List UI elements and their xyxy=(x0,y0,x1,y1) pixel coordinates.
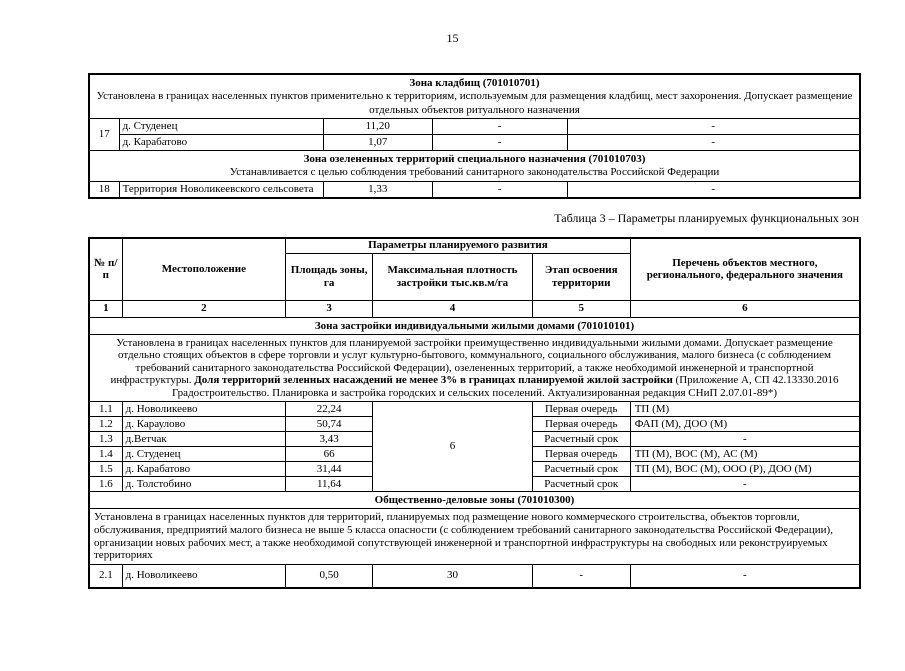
cell-stage: - xyxy=(532,564,630,588)
cell-stage: Первая очередь xyxy=(532,417,630,432)
business-zone-title: Общественно-деловые зоны (701010300) xyxy=(89,492,860,509)
cell-location: д. Новоликеево xyxy=(122,402,285,417)
table3-caption: Таблица 3 – Параметры планируемых функциональных зон xyxy=(554,210,859,225)
cell-objects: - xyxy=(567,135,860,151)
description-bold-text: Доля территорий зеленных насаждений не менее 3% в границах планируемой жилой застройки xyxy=(194,374,673,387)
cell-location: д. Карабатово xyxy=(122,462,285,477)
cell-objects: - xyxy=(567,181,860,198)
cell-area: 0,50 xyxy=(286,564,373,588)
cell-objects: - xyxy=(630,432,860,447)
cell-objects: ТП (М), ВОС (М), ООО (Р), ДОО (М) xyxy=(630,462,860,477)
cell-row-number: 18 xyxy=(89,181,119,198)
cell-location: д.Ветчак xyxy=(122,432,285,447)
cell-density: - xyxy=(432,181,567,198)
cell-location: д. Карабатово xyxy=(119,135,323,151)
cell-area: 11,64 xyxy=(286,477,373,492)
cell-stage: Первая очередь xyxy=(532,447,630,462)
cell-area: 31,44 xyxy=(286,462,373,477)
header-params-group: Параметры планируемого развития xyxy=(286,238,631,254)
page-content xyxy=(88,73,861,589)
cell-row-number: 1.2 xyxy=(89,417,122,432)
cell-area: 3,43 xyxy=(286,432,373,447)
individual-zone-description-row xyxy=(89,334,860,402)
cell-location: д. Новоликеево xyxy=(122,564,285,588)
green-section-description: Устанавливается с целью соблюдения требований санитарного законодательства Российской Федерации xyxy=(229,166,720,178)
cell-density: 30 xyxy=(373,564,533,588)
individual-zone-title-row xyxy=(89,317,860,334)
cell-area: 22,24 xyxy=(286,402,373,417)
cell-row-number: 1.6 xyxy=(89,477,122,492)
cemetery-section-title: Зона кладбищ (701010701) xyxy=(409,77,540,89)
cell-stage: Расчетный срок xyxy=(532,477,630,492)
table3 xyxy=(88,237,861,589)
header-objects: Перечень объектов местного, регионального, федерального значения xyxy=(630,238,860,301)
cell-area: 1,07 xyxy=(323,135,432,151)
header-area: Площадь зоны, га xyxy=(286,253,373,300)
page-number: 15 xyxy=(446,31,459,45)
green-section-title: Зона озелененных территорий специального назначения (701010703) xyxy=(303,153,646,165)
individual-zone-description xyxy=(89,334,860,402)
cell-row-number: 17 xyxy=(89,119,119,151)
cell-area: 66 xyxy=(286,447,373,462)
cell-location: д. Студенец xyxy=(122,447,285,462)
header-num: № п/п xyxy=(89,238,122,301)
cell-density: - xyxy=(432,135,567,151)
col-number: 4 xyxy=(373,300,533,317)
cell-row-number: 1.5 xyxy=(89,462,122,477)
cell-area: 11,20 xyxy=(323,119,432,135)
cemetery-section-description: Установлена в границах населенных пунктов применительно к территориям, используемым для размещения кладбищ, мест захоронения. Допускает размещение отдельных объектов ритуального назначения xyxy=(96,90,853,116)
cell-density: - xyxy=(432,119,567,135)
cell-area: 50,74 xyxy=(286,417,373,432)
cell-row-number: 1.1 xyxy=(89,402,122,417)
table-row xyxy=(89,119,860,135)
cell-location: Территория Новоликеевского сельсовета xyxy=(119,181,323,198)
cell-objects: - xyxy=(567,119,860,135)
cemetery-section-cell xyxy=(89,74,860,119)
header-stage: Этап освоения территории xyxy=(532,253,630,300)
cell-stage: Расчетный срок xyxy=(532,462,630,477)
cell-stage: Расчетный срок xyxy=(532,432,630,447)
zones-table xyxy=(88,73,861,199)
header-density: Максимальная плотность застройки тыс.кв.м/га xyxy=(373,253,533,300)
col-number: 6 xyxy=(630,300,860,317)
green-section-header-row xyxy=(89,151,860,182)
cell-row-number: 2.1 xyxy=(89,564,122,588)
cell-density-merged: 6 xyxy=(373,402,533,492)
table-row xyxy=(89,564,860,588)
col-number: 3 xyxy=(286,300,373,317)
col-number: 1 xyxy=(89,300,122,317)
green-section-cell xyxy=(89,151,860,182)
col-number: 5 xyxy=(532,300,630,317)
cell-objects: - xyxy=(630,564,860,588)
cell-objects: ТП (М) xyxy=(630,402,860,417)
individual-zone-title: Зона застройки индивидуальными жилыми домами (701010101) xyxy=(89,317,860,334)
business-zone-description-row xyxy=(89,509,860,564)
cell-area: 1,33 xyxy=(323,181,432,198)
cell-location: д. Караулово xyxy=(122,417,285,432)
business-zone-title-row xyxy=(89,492,860,509)
cell-stage: Первая очередь xyxy=(532,402,630,417)
header-location: Местоположение xyxy=(122,238,285,301)
cell-objects: ТП (М), ВОС (М), АС (М) xyxy=(630,447,860,462)
table-row xyxy=(89,135,860,151)
business-zone-description: Установлена в границах населенных пунктов для территорий, планируемых под размещение нового коммерческого строительства, объектов торговли, обслуживания, предприятий малого бизнеса не выше 5 класса опасности (с соблюдением требований санитарного законодательства Российской Федерации), организации новых рабочих мест, а также необходимой сопутствующей инженерной и транспортной инфраструктуры на свободных или реконструируемых территориях xyxy=(89,509,860,564)
cell-objects: ФАП (М), ДОО (М) xyxy=(630,417,860,432)
col-number: 2 xyxy=(122,300,285,317)
description-text: Установлена в границах населенных пунктов для планируемой застройки преимущественно индивидуальными жилыми домами. Допускает размещение отдельно стоящих объектов в сфере торговли и услуг культурно-бытового, коммунального, социального обслуживания, малого бизнеса (с соблюдением требований санитарного законодательства Российской Федерации), озелененных территорий, а также необходимой инженерной и транспортной инфраструктуры. xyxy=(110,336,833,387)
description-text: (Приложение А, СП 42.13330.2016 Градостроительство. Планировка и застройка городских и сельских поселений. Актуализированная редакция СНиП 2.07.01-89*) xyxy=(172,374,839,399)
cell-row-number: 1.4 xyxy=(89,447,122,462)
cell-objects: - xyxy=(630,477,860,492)
table3-column-numbers-row xyxy=(89,300,860,317)
cell-row-number: 1.3 xyxy=(89,432,122,447)
table-row xyxy=(89,402,860,417)
table3-header-row-1 xyxy=(89,238,860,254)
table-row xyxy=(89,181,860,198)
cell-location: д. Толстобино xyxy=(122,477,285,492)
cemetery-section-header-row xyxy=(89,74,860,119)
cell-location: д. Студенец xyxy=(119,119,323,135)
